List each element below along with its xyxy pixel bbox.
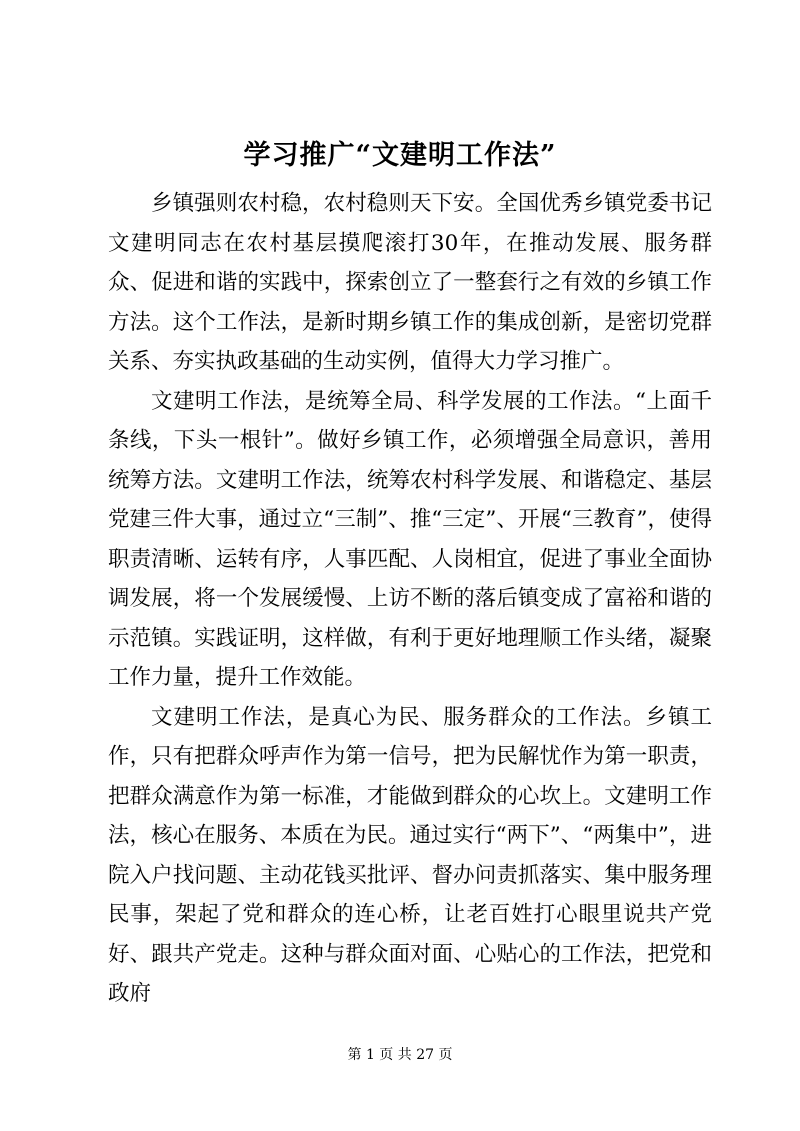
paragraph: 文建明工作法，是统筹全局、科学发展的工作法。“上面千条线，下头一根针”。做好乡镇工作，必须增强全局意识，善用统筹方法。文建明工作法，统筹农村科学发展、和谐稳定、基层党建三件大事，通过立“三制”、推“三定”、开展“三教育”，使得职责清晰、运转有序，人事匹配、人岗相宜，促进了事业全面协调发展，将一个发展缓慢、上访不断的落后镇变成了富裕和谐的示范镇。实践证明，这样做，有利于更好地理顺工作头绪，凝聚工作力量，提升工作效能。 (108, 388, 712, 690)
document-body (108, 184, 712, 1014)
paragraph: 乡镇强则农村稳，农村稳则天下安。全国优秀乡镇党委书记文建明同志在农村基层摸爬滚打30年，在推动发展、服务群众、促进和谐的实践中，探索创立了一整套行之有效的乡镇工作方法。这个工作法，是新时期乡镇工作的集成创新，是密切党群关系、夯实执政基础的生动实例，值得大力学习推广。 (108, 191, 712, 374)
paragraph: 文建明工作法，是真心为民、服务群众的工作法。乡镇工作，只有把群众呼声作为第一信号，把为民解忧作为第一职责，把群众满意作为第一标准，才能做到群众的心坎上。文建明工作法，核心在服务、本质在为民。通过实行“两下”、“两集中”，进院入户找问题、主动花钱买批评、督办问责抓落实、集中服务理民事，架起了党和群众的连心桥，让老百姓打心眼里说共产党好、跟共产党走。这种与群众面对面、心贴心的工作法，把党和政府 (108, 704, 712, 1006)
document-title: 学习推广“文建明工作法” (243, 140, 557, 171)
page-footer (0, 1045, 800, 1065)
page-number: 第 1 页 共 27 页 (347, 1047, 453, 1063)
